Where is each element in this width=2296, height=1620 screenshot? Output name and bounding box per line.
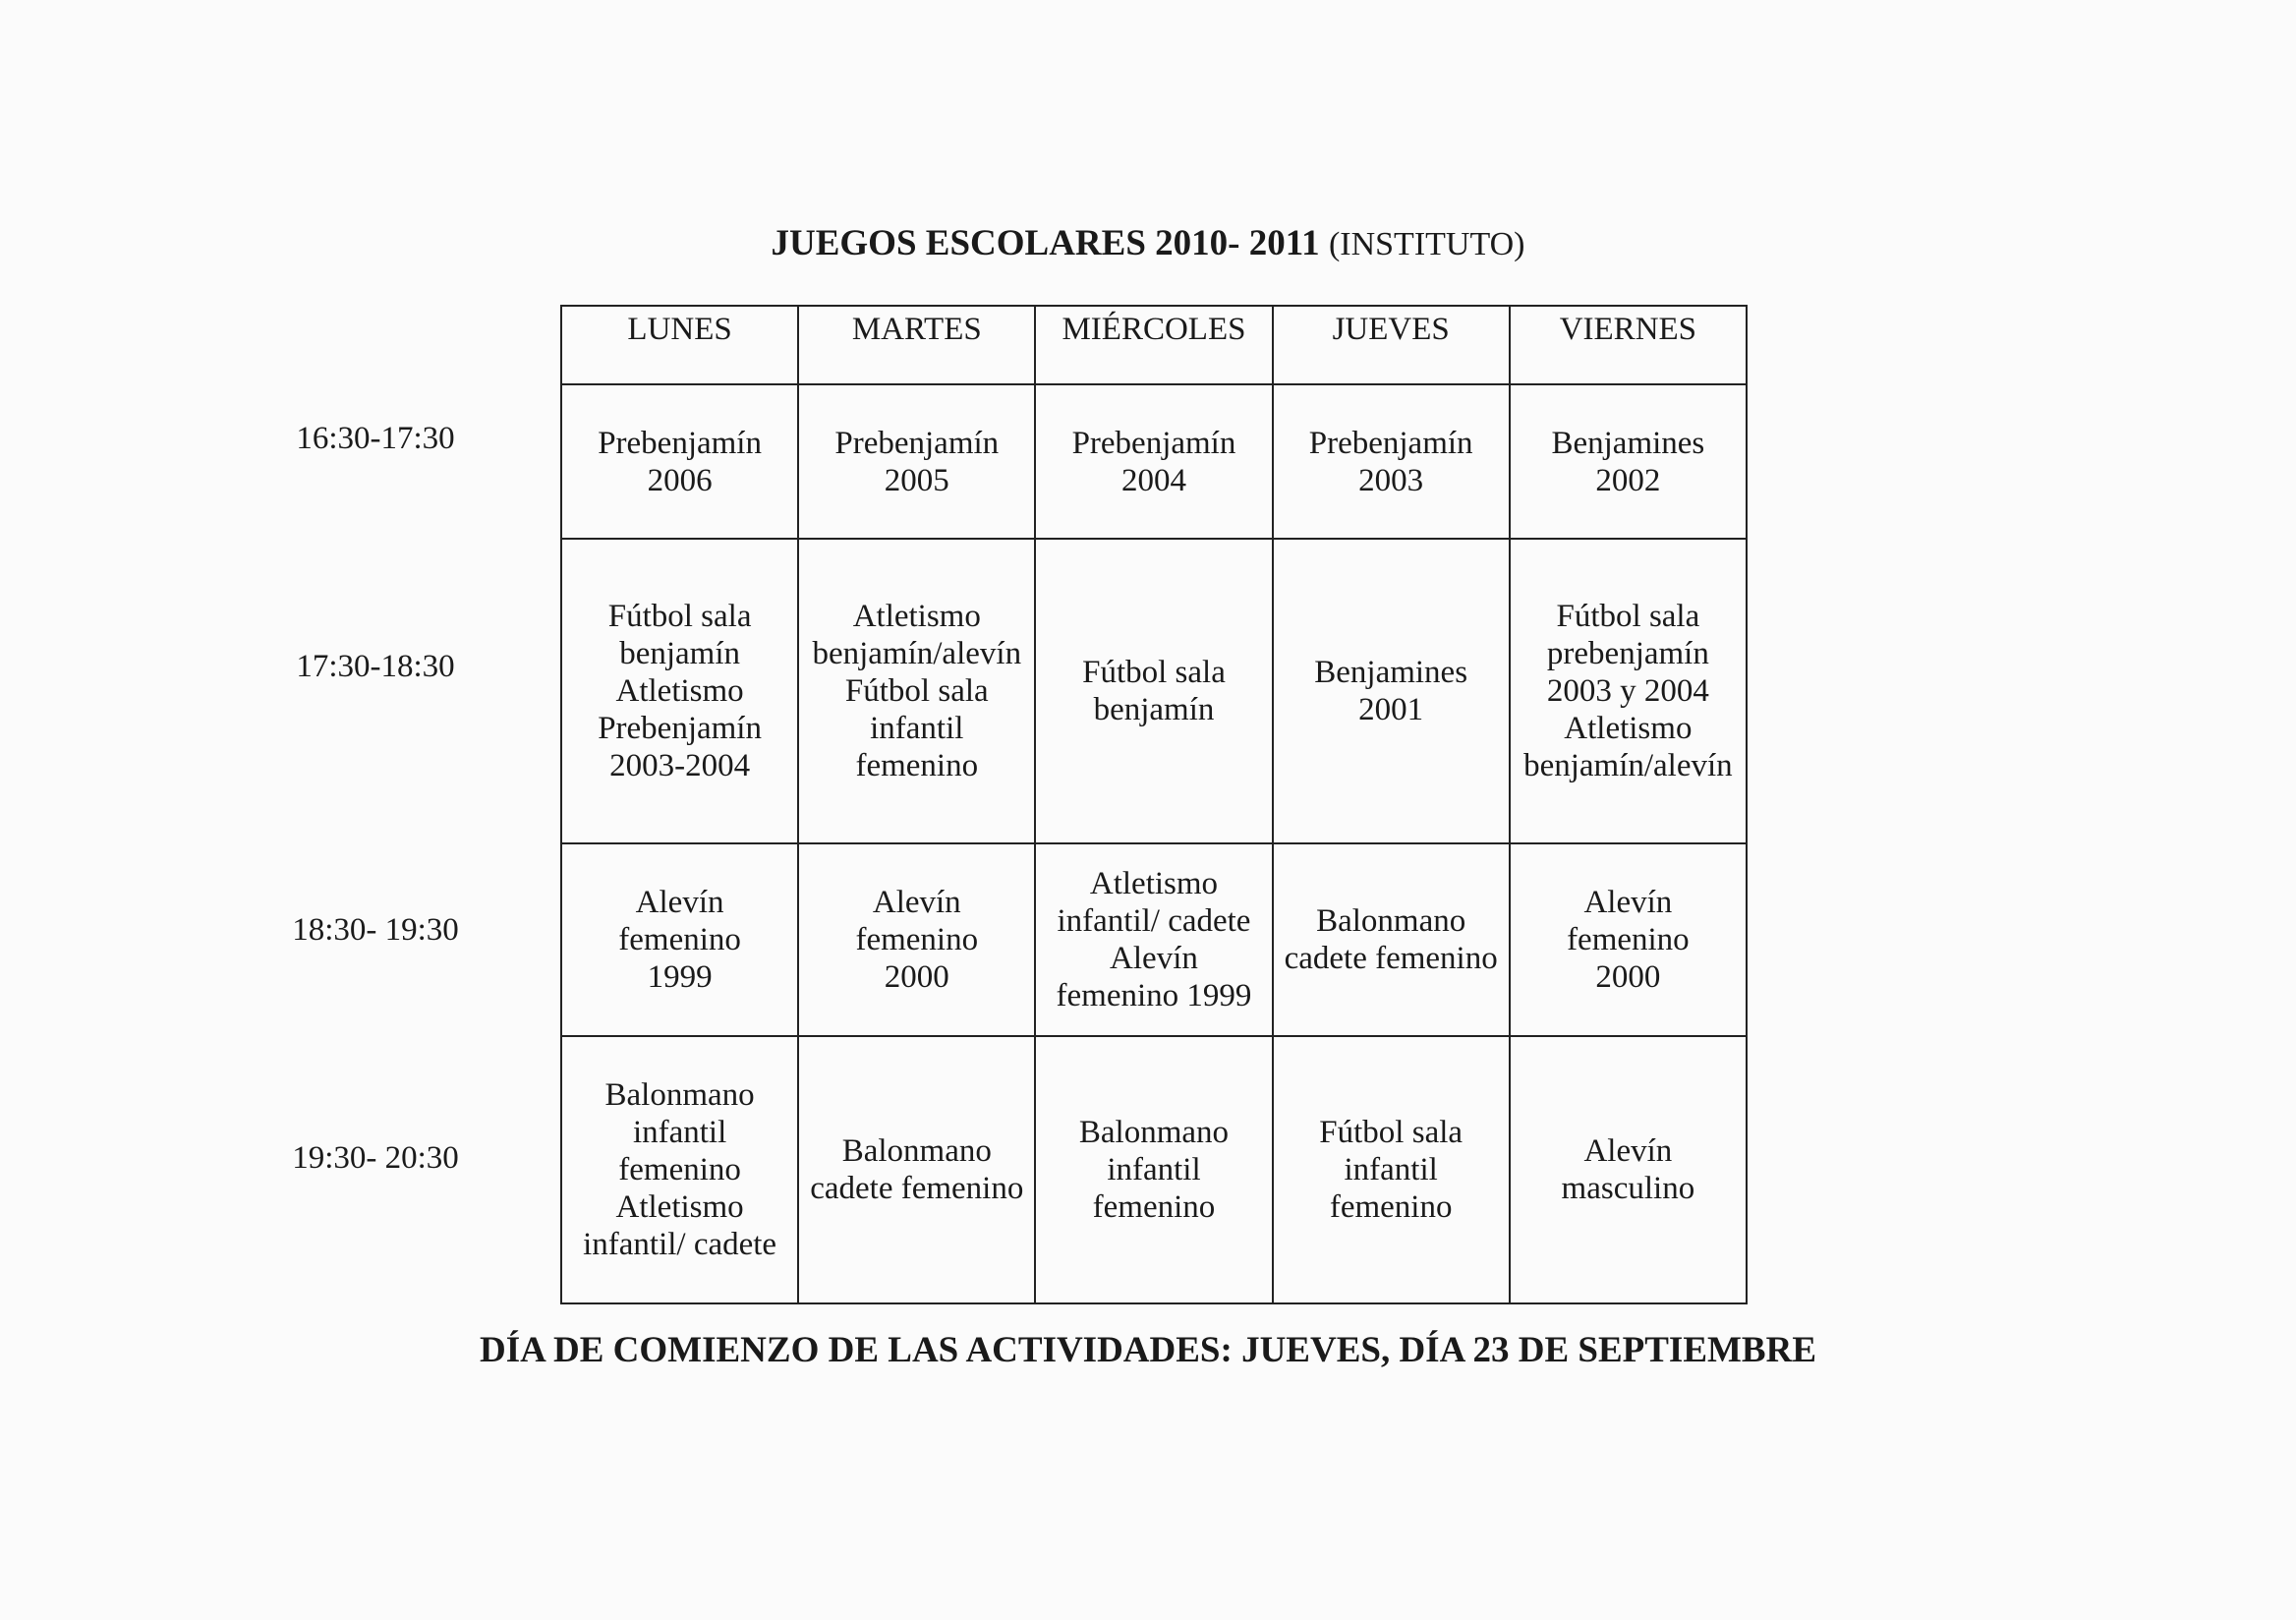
cell-line: Balonmano bbox=[1316, 903, 1466, 939]
cell-line: Prebenjamín bbox=[834, 425, 1000, 461]
schedule-table bbox=[560, 305, 1748, 1304]
schedule-cell bbox=[798, 843, 1035, 1036]
cell-line: 2002 bbox=[1595, 462, 1661, 498]
table-row bbox=[561, 384, 1747, 539]
cell-line: femenino bbox=[1092, 1189, 1216, 1225]
cell-line: 2004 bbox=[1120, 462, 1186, 498]
cell-line: Alevín bbox=[1583, 1133, 1673, 1169]
cell-line: Prebenjamín bbox=[1308, 425, 1473, 461]
cell-line: Prebenjamín bbox=[598, 711, 762, 746]
schedule-cell bbox=[561, 843, 798, 1036]
cell-line: cadete femenino bbox=[810, 1171, 1024, 1206]
schedule-cell bbox=[1273, 843, 1510, 1036]
cell-line: Benjamines bbox=[1314, 655, 1468, 690]
cell-line: Alevín bbox=[635, 885, 724, 920]
time-slot-4: 19:30- 20:30 bbox=[292, 1140, 459, 1176]
cell-line: 1999 bbox=[647, 959, 713, 995]
page-title bbox=[0, 222, 2296, 264]
schedule-cell bbox=[1035, 539, 1272, 843]
cell-line: infantil bbox=[632, 1115, 727, 1150]
cell-line: Balonmano bbox=[1078, 1115, 1230, 1150]
cell-line: infantil/ cadete bbox=[1057, 903, 1251, 939]
table-row bbox=[561, 539, 1747, 843]
schedule-cell bbox=[1035, 843, 1272, 1036]
cell-line: Balonmano bbox=[841, 1133, 992, 1169]
table-row bbox=[561, 1036, 1747, 1303]
schedule-cell bbox=[561, 1036, 798, 1303]
cell-line: femenino bbox=[1329, 1189, 1453, 1225]
cell-line: Fútbol sala bbox=[1082, 655, 1226, 690]
cell-line: Prebenjamín bbox=[598, 425, 762, 461]
cell-line: Fútbol sala bbox=[607, 599, 752, 634]
title-sub: (INSTITUTO) bbox=[1328, 226, 1525, 262]
cell-line: Benjamines bbox=[1551, 425, 1705, 461]
cell-line: infantil bbox=[870, 711, 964, 746]
cell-line: 2003 y 2004 bbox=[1546, 673, 1709, 709]
cell-line: 2006 bbox=[647, 462, 713, 498]
cell-line: Fútbol sala bbox=[844, 673, 989, 709]
cell-line: prebenjamín bbox=[1546, 636, 1709, 671]
schedule-cell bbox=[798, 1036, 1035, 1303]
cell-line: masculino bbox=[1561, 1171, 1695, 1206]
cell-line: 2000 bbox=[884, 959, 949, 995]
schedule-cell bbox=[1510, 384, 1747, 539]
cell-line: femenino 1999 bbox=[1056, 978, 1252, 1013]
cell-line: infantil bbox=[1344, 1152, 1438, 1187]
schedule-cell bbox=[561, 539, 798, 843]
cell-line: Alevín bbox=[872, 885, 961, 920]
cell-line: Atletismo bbox=[1564, 711, 1693, 746]
schedule-cell bbox=[1273, 1036, 1510, 1303]
cell-line: femenino bbox=[618, 922, 741, 957]
day-header-miercoles: MIÉRCOLES bbox=[1035, 306, 1272, 384]
schedule-cell bbox=[561, 384, 798, 539]
schedule-cell bbox=[1273, 384, 1510, 539]
cell-line: Atletismo bbox=[1089, 866, 1219, 901]
cell-line: Fútbol sala bbox=[1319, 1115, 1464, 1150]
cell-line: Atletismo bbox=[615, 1189, 744, 1225]
cell-line: 2001 bbox=[1358, 692, 1424, 727]
schedule-cell bbox=[1035, 1036, 1272, 1303]
day-header-martes: MARTES bbox=[798, 306, 1035, 384]
start-date-notice: DÍA DE COMIENZO DE LAS ACTIVIDADES: JUEVES, DÍA 23 DE SEPTIEMBRE bbox=[479, 1330, 1817, 1370]
cell-line: femenino bbox=[855, 748, 979, 783]
cell-line: Prebenjamín bbox=[1071, 425, 1236, 461]
schedule-cell bbox=[1273, 539, 1510, 843]
schedule-cell bbox=[798, 539, 1035, 843]
cell-line: femenino bbox=[1567, 922, 1690, 957]
day-header-lunes: LUNES bbox=[561, 306, 798, 384]
cell-line: benjamín/alevín bbox=[1523, 748, 1733, 783]
cell-line: 2003-2004 bbox=[609, 748, 751, 783]
cell-line: benjamín bbox=[619, 636, 740, 671]
day-header-viernes: VIERNES bbox=[1510, 306, 1747, 384]
cell-line: Atletismo bbox=[615, 673, 744, 709]
cell-line: cadete femenino bbox=[1284, 941, 1498, 976]
day-header-jueves: JUEVES bbox=[1273, 306, 1510, 384]
cell-line: infantil bbox=[1107, 1152, 1201, 1187]
time-slot-3: 18:30- 19:30 bbox=[292, 912, 459, 948]
cell-line: 2005 bbox=[884, 462, 949, 498]
cell-line: Fútbol sala bbox=[1556, 599, 1700, 634]
cell-line: femenino bbox=[618, 1152, 741, 1187]
cell-line: femenino bbox=[855, 922, 979, 957]
schedule-cell bbox=[1510, 539, 1747, 843]
table-row bbox=[561, 843, 1747, 1036]
cell-line: benjamín bbox=[1093, 692, 1215, 727]
schedule-cell bbox=[798, 384, 1035, 539]
cell-line: Atletismo bbox=[852, 599, 981, 634]
cell-line: Balonmano bbox=[604, 1077, 755, 1113]
header-row bbox=[561, 306, 1747, 384]
time-slot-2: 17:30-18:30 bbox=[296, 649, 455, 684]
title-main: JUEGOS ESCOLARES 2010- 2011 bbox=[771, 223, 1320, 263]
cell-line: Alevín bbox=[1583, 885, 1673, 920]
schedule-cell bbox=[1510, 1036, 1747, 1303]
cell-line: Alevín bbox=[1110, 941, 1198, 976]
time-slot-1: 16:30-17:30 bbox=[296, 421, 455, 456]
cell-line: benjamín/alevín bbox=[812, 636, 1022, 671]
cell-line: 2003 bbox=[1358, 462, 1424, 498]
cell-line: infantil/ cadete bbox=[583, 1227, 777, 1262]
schedule-cell bbox=[1510, 843, 1747, 1036]
schedule-cell bbox=[1035, 384, 1272, 539]
cell-line: 2000 bbox=[1595, 959, 1661, 995]
